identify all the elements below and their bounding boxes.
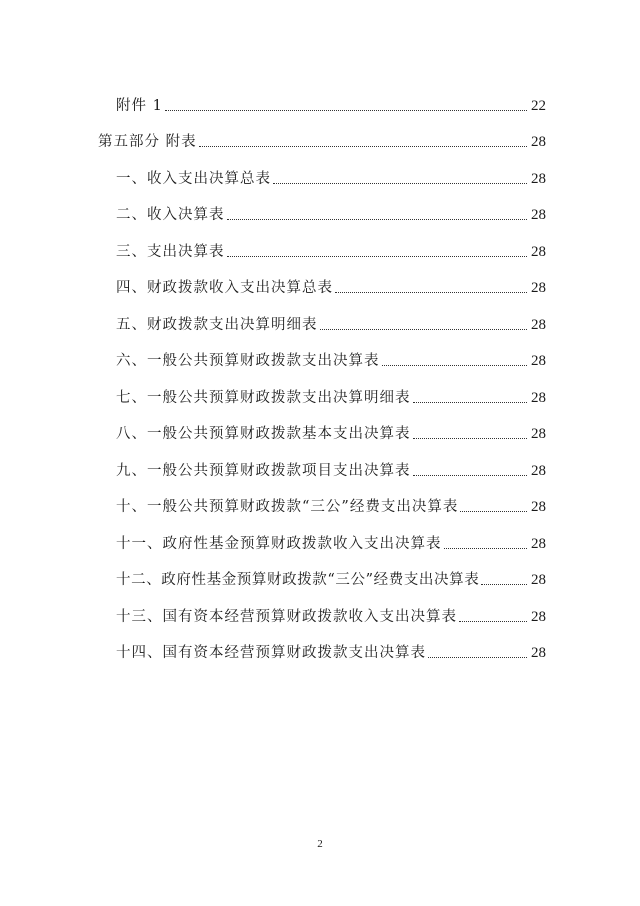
- toc-dot-leader: [413, 402, 528, 403]
- toc-entry-page: 28: [531, 390, 546, 406]
- toc-entry-page: 28: [531, 572, 546, 588]
- toc-entry-table-5[interactable]: [116, 310, 546, 334]
- toc-entry-page: 28: [531, 244, 546, 260]
- toc-entry-label: 八、一般公共预算财政拨款基本支出决算表: [116, 426, 411, 442]
- toc-entry-appendix-1[interactable]: [116, 91, 546, 115]
- toc-dot-leader: [460, 511, 527, 512]
- toc-entry-label: 附件 1: [116, 98, 163, 114]
- toc-dot-leader: [199, 146, 527, 147]
- toc-entry-table-6[interactable]: [116, 346, 546, 370]
- toc-entry-table-11[interactable]: [116, 529, 546, 553]
- toc-entry-table-12[interactable]: [116, 565, 546, 589]
- toc-entry-table-7[interactable]: [116, 383, 546, 407]
- toc-entry-label: 七、一般公共预算财政拨款支出决算明细表: [116, 390, 411, 406]
- toc-entry-label: 十、一般公共预算财政拨款“三公”经费支出决算表: [116, 499, 459, 515]
- toc-dot-leader: [382, 365, 528, 366]
- toc-entry-label: 十四、国有资本经营预算财政拨款支出决算表: [116, 645, 426, 661]
- toc-dot-leader: [273, 183, 527, 184]
- toc-entry-label: 第五部分 附表: [98, 134, 197, 150]
- toc-entry-label: 十二、政府性基金预算财政拨款“三公”经费支出决算表: [116, 572, 480, 588]
- toc-entry-table-9[interactable]: [116, 456, 546, 480]
- toc-dot-leader: [459, 621, 527, 622]
- toc-entry-page: 28: [531, 317, 546, 333]
- toc-dot-leader: [227, 219, 528, 220]
- toc-entry-table-2[interactable]: [116, 200, 546, 224]
- toc-entry-label: 五、财政拨款支出决算明细表: [116, 317, 318, 333]
- toc-dot-leader: [444, 548, 528, 549]
- toc-entry-page: 28: [531, 426, 546, 442]
- toc-entry-page: 28: [531, 536, 546, 552]
- toc-entry-label: 一、收入支出决算总表: [116, 171, 271, 187]
- toc-entry-table-3[interactable]: [116, 237, 546, 261]
- toc-entry-label: 九、一般公共预算财政拨款项目支出决算表: [116, 463, 411, 479]
- toc-entry-label: 四、财政拨款收入支出决算总表: [116, 280, 333, 296]
- toc-dot-leader: [413, 475, 528, 476]
- toc-entry-page: 28: [531, 171, 546, 187]
- toc-entry-page: 28: [531, 207, 546, 223]
- toc-dot-leader: [428, 657, 527, 658]
- toc-dot-leader: [165, 110, 527, 111]
- toc-entry-table-4[interactable]: [116, 273, 546, 297]
- toc-entry-table-13[interactable]: [116, 602, 546, 626]
- toc-entry-part-5[interactable]: [98, 127, 546, 151]
- toc-entry-label: 十一、政府性基金预算财政拨款收入支出决算表: [116, 536, 442, 552]
- toc-entry-page: 28: [531, 353, 546, 369]
- toc-dot-leader: [481, 584, 527, 585]
- toc-entry-page: 28: [531, 134, 546, 150]
- toc-entry-table-10[interactable]: [116, 492, 546, 516]
- toc-entry-label: 十三、国有资本经营预算财政拨款收入支出决算表: [116, 609, 457, 625]
- toc-entry-page: 28: [531, 645, 546, 661]
- toc-entry-label: 六、一般公共预算财政拨款支出决算表: [116, 353, 380, 369]
- toc-dot-leader: [413, 438, 528, 439]
- toc-entry-table-14[interactable]: [116, 638, 546, 662]
- toc-dot-leader: [320, 329, 528, 330]
- toc-entry-page: 28: [531, 609, 546, 625]
- toc-entry-page: 28: [531, 280, 546, 296]
- toc-entry-table-8[interactable]: [116, 419, 546, 443]
- toc-dot-leader: [335, 292, 527, 293]
- toc-entry-page: 28: [531, 463, 546, 479]
- toc-entry-page: 28: [531, 499, 546, 515]
- page-number: 2: [317, 838, 323, 850]
- toc-entry-label: 二、收入决算表: [116, 207, 225, 223]
- toc-entry-page: 22: [531, 98, 546, 114]
- toc-entry-table-1[interactable]: [116, 164, 546, 188]
- toc-entry-label: 三、支出决算表: [116, 244, 225, 260]
- toc-dot-leader: [227, 256, 528, 257]
